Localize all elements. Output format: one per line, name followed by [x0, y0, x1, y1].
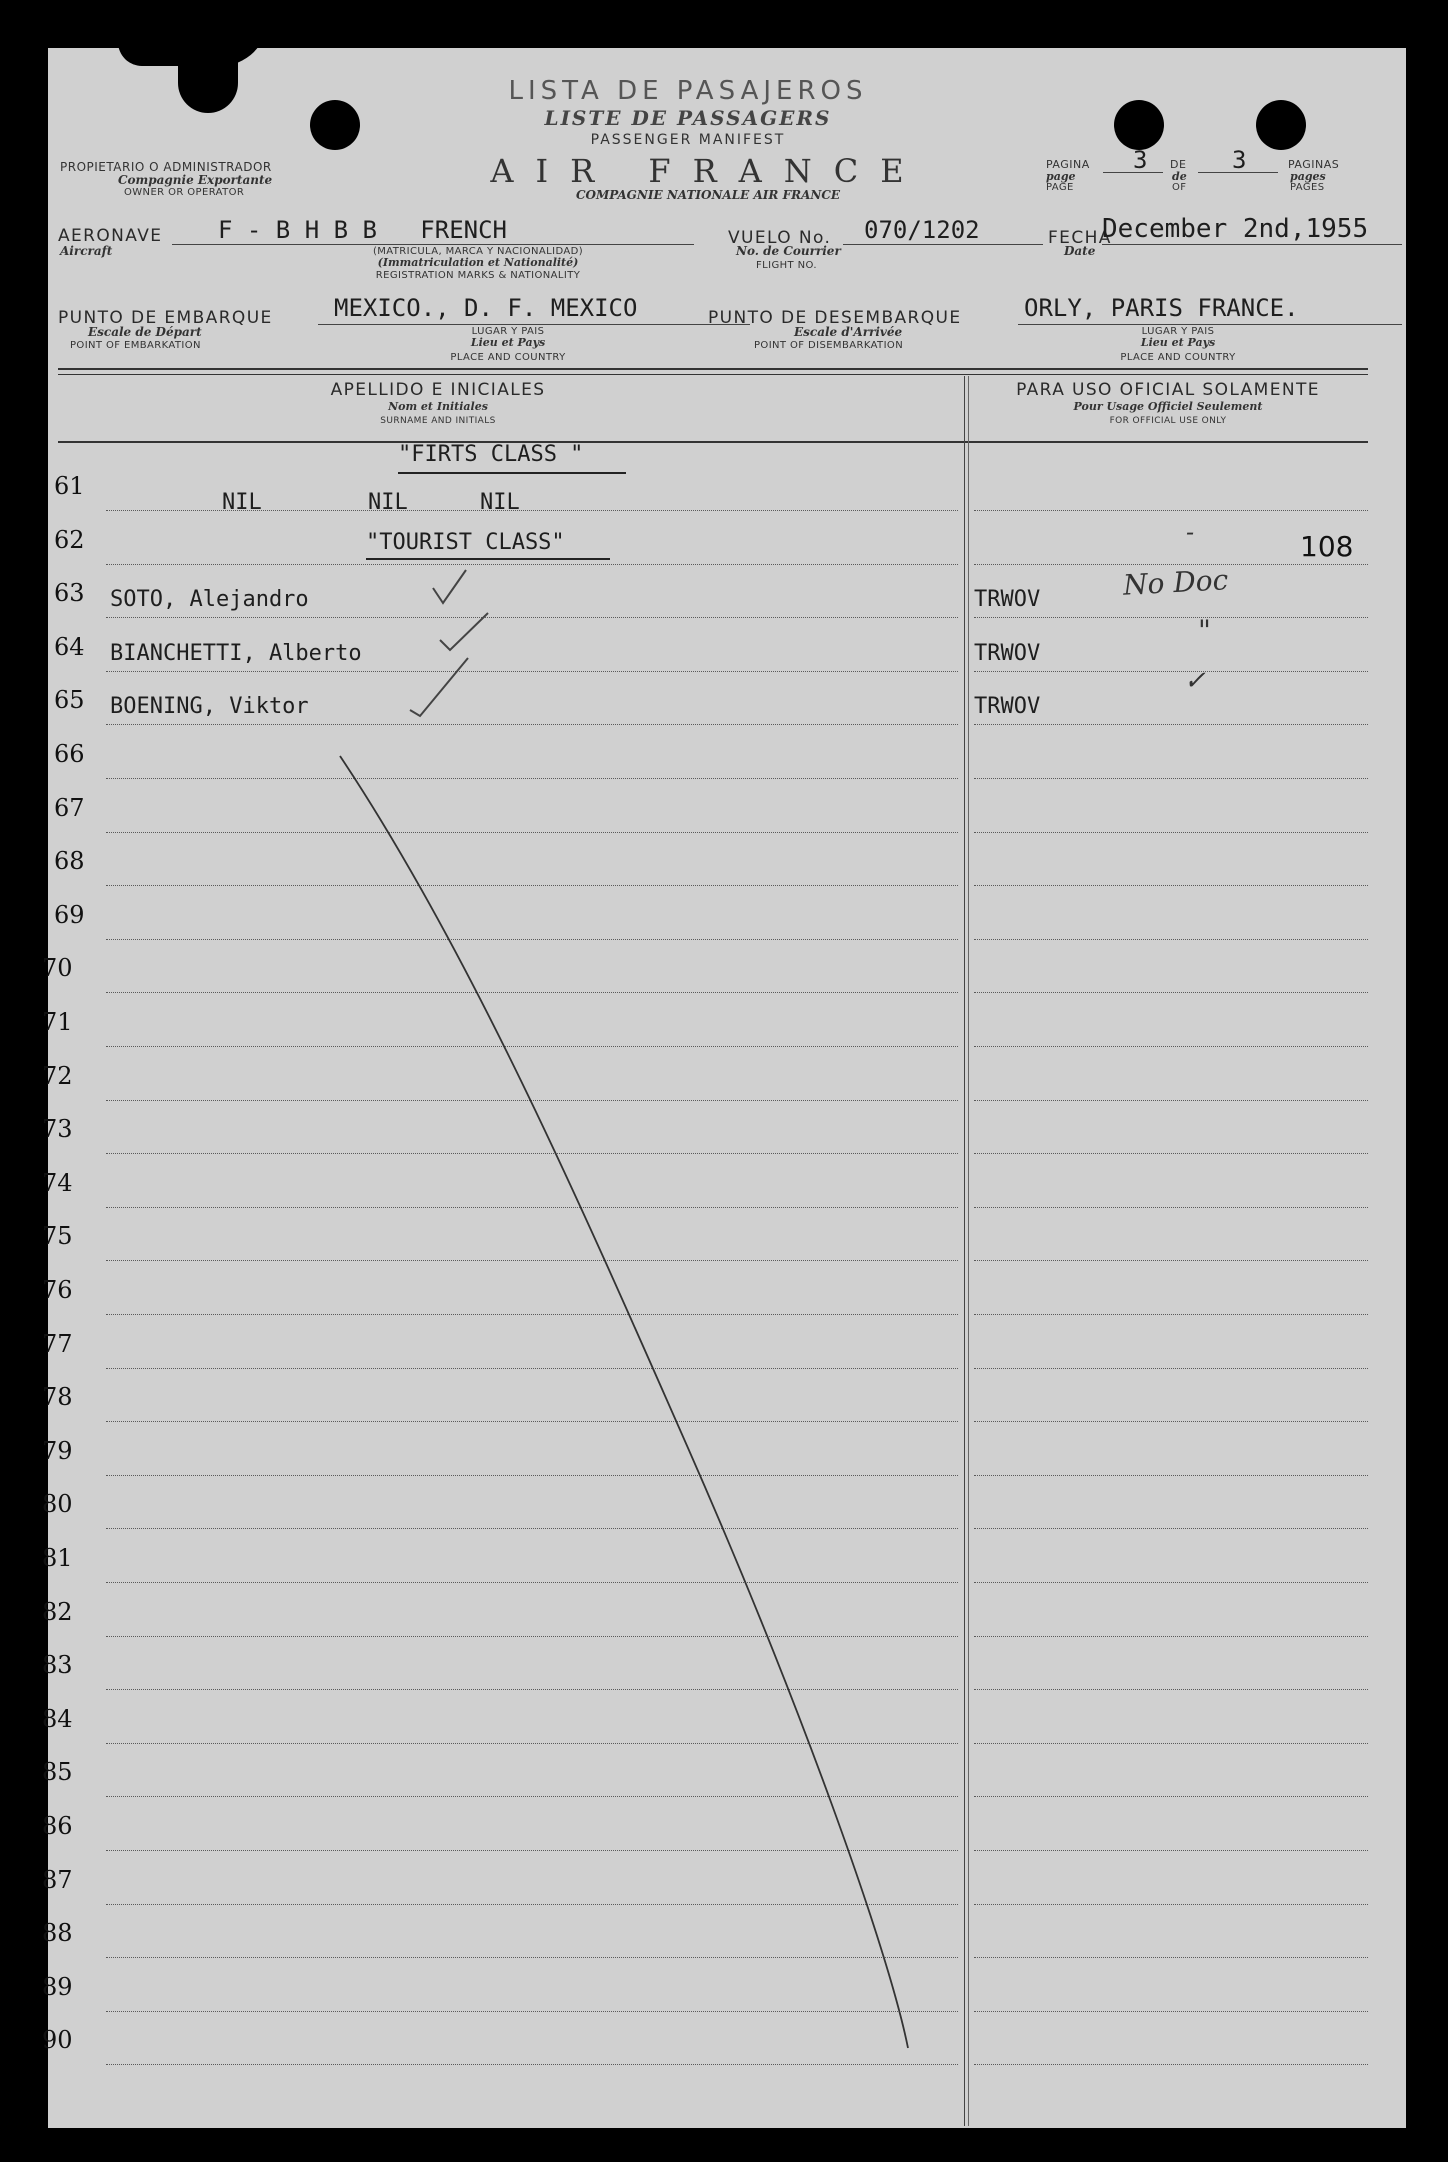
disembark-sub1: LUGAR Y PAIS	[1141, 326, 1215, 337]
name-rule	[106, 1368, 958, 1369]
name-rule	[106, 2011, 958, 2012]
name-rule	[106, 1421, 958, 1422]
row-number: 90	[42, 2026, 73, 2055]
punch-hole	[310, 100, 360, 150]
row-number: 71	[42, 1008, 73, 1036]
official-rule	[974, 1636, 1368, 1637]
page-label-fr: page	[1046, 170, 1076, 183]
row-number: 76	[42, 1276, 73, 1304]
flight-label: VUELO No.	[728, 228, 832, 248]
official-entry: TRWOV	[974, 640, 1041, 666]
name-rule	[106, 1153, 958, 1154]
flight-number: 070/1202	[864, 216, 980, 244]
handwritten-note-row-63: No Doc	[1122, 563, 1230, 602]
name-rule	[106, 1957, 958, 1958]
of-label-fr: de	[1172, 170, 1187, 183]
page-number: 3	[1133, 146, 1148, 174]
row-number: 78	[42, 1383, 73, 1412]
name-rule	[106, 724, 958, 725]
check-mark-icon	[433, 570, 466, 603]
date-underline	[1102, 244, 1402, 245]
title-french: LISTE DE PASSAGERS	[544, 106, 832, 130]
row-number: 86	[42, 1812, 73, 1840]
row-number: 65	[54, 686, 85, 715]
handwritten-ditto-row-64: "	[1198, 614, 1211, 647]
disembark-label: PUNTO DE DESEMBARQUE	[708, 308, 962, 328]
flight-date: December 2nd,1955	[1102, 214, 1369, 244]
airline-subtitle: COMPAGNIE NATIONALE AIR FRANCE	[575, 188, 841, 202]
name-rule	[106, 1528, 958, 1529]
column-divider-2	[968, 376, 969, 2126]
name-rule	[106, 939, 958, 940]
official-rule	[974, 1689, 1368, 1690]
name-rule	[106, 885, 958, 886]
cancel-line	[340, 756, 908, 2048]
name-rule	[106, 1796, 958, 1797]
disembark-label-fr: Escale d'Arrivée	[794, 325, 903, 339]
name-rule	[106, 671, 958, 672]
col-official-header-fr: Pour Usage Officiel Seulement	[1073, 400, 1263, 413]
name-rule	[106, 1046, 958, 1047]
row-number: 72	[42, 1061, 73, 1090]
tourist-class-label: "TOURIST CLASS"	[366, 530, 565, 555]
header-rule	[58, 368, 1368, 370]
official-rule	[974, 1743, 1368, 1744]
pages-label-en: PAGES	[1290, 182, 1325, 193]
disembark-label-en: POINT OF DISEMBARKATION	[754, 340, 904, 351]
official-rule	[974, 1046, 1368, 1047]
row-number: 69	[54, 900, 85, 929]
official-rule	[974, 1957, 1368, 1958]
embark-label-fr: Escale de Départ	[88, 325, 202, 339]
name-rule	[106, 510, 958, 511]
check-mark-icon	[440, 613, 488, 650]
name-rule	[106, 1475, 958, 1476]
page-label-en: PAGE	[1046, 182, 1074, 193]
row-number: 75	[42, 1222, 73, 1251]
col-name-header: APELLIDO E INICIALES	[330, 380, 546, 400]
official-rule	[974, 1904, 1368, 1905]
embark-value: MEXICO., D. F. MEXICO	[334, 294, 638, 322]
official-rule	[974, 939, 1368, 940]
col-name-header-fr: Nom et Initiales	[388, 400, 488, 413]
punch-hole	[1114, 100, 1164, 150]
nil-1: NIL	[222, 490, 262, 515]
row-number: 74	[42, 1168, 73, 1197]
name-rule	[106, 1582, 958, 1583]
embark-underline	[318, 324, 750, 325]
official-rule	[974, 2011, 1368, 2012]
official-rule	[974, 1582, 1368, 1583]
official-rule	[974, 1850, 1368, 1851]
passenger-name: SOTO, Alejandro	[110, 587, 309, 613]
aircraft-underline	[172, 244, 694, 245]
official-rule	[974, 992, 1368, 993]
official-rule	[974, 885, 1368, 886]
row-number: 89	[42, 1972, 73, 2001]
official-entry: 108	[1300, 529, 1354, 563]
page-total: 3	[1232, 146, 1247, 174]
aircraft-label: AERONAVE	[58, 226, 163, 246]
col-name-header-en: SURNAME AND INITIALS	[380, 416, 496, 426]
official-rule	[974, 2064, 1368, 2065]
row-number: 67	[54, 793, 85, 822]
name-rule	[106, 1100, 958, 1101]
official-entry: TRWOV	[974, 694, 1041, 720]
official-rule	[974, 1314, 1368, 1315]
punch-hole	[1256, 100, 1306, 150]
aircraft-label-fr: Aircraft	[60, 244, 113, 258]
official-rule	[974, 1528, 1368, 1529]
name-rule	[106, 1207, 958, 1208]
nil-2: NIL	[368, 490, 408, 515]
official-rule	[974, 617, 1368, 618]
name-rule	[106, 992, 958, 993]
check-mark-icon	[410, 658, 468, 716]
column-header-rule	[58, 441, 1368, 443]
embark-label: PUNTO DE EMBARQUE	[58, 308, 273, 328]
total-underline	[1198, 172, 1278, 173]
official-rule	[974, 778, 1368, 779]
flight-label-en: FLIGHT NO.	[756, 260, 817, 271]
official-rule	[974, 1475, 1368, 1476]
row-number: 87	[42, 1865, 73, 1894]
row-number: 66	[54, 740, 85, 768]
flight-label-fr: No. de Courrier	[736, 244, 841, 258]
name-rule	[106, 1260, 958, 1261]
row-number: 63	[54, 579, 85, 608]
first-class-label: "FIRTS CLASS "	[398, 442, 584, 467]
row-number: 80	[42, 1490, 73, 1519]
owner-label-en: OWNER OR OPERATOR	[124, 187, 245, 198]
row-number: 84	[42, 1704, 73, 1733]
aircraft-sub2: (Immatriculation et Nationalité)	[377, 256, 579, 269]
torn-edge	[178, 28, 238, 113]
row-number: 64	[54, 632, 85, 661]
of-label-es: DE	[1170, 158, 1187, 171]
col-official-header: PARA USO OFICIAL SOLAMENTE	[1016, 380, 1320, 400]
of-label-en: OF	[1172, 182, 1187, 193]
row-number: 61	[54, 472, 85, 500]
name-rule	[106, 564, 958, 565]
official-rule	[974, 671, 1368, 672]
name-rule	[106, 2064, 958, 2065]
official-rule	[974, 724, 1368, 725]
page-label-es: PAGINA	[1046, 158, 1090, 171]
passenger-name: BOENING, Viktor	[110, 694, 309, 720]
title-english: PASSENGER MANIFEST	[590, 132, 786, 148]
row-number: 81	[42, 1544, 73, 1572]
row-number: 62	[54, 525, 85, 554]
aircraft-value: F - B H B B FRENCH	[218, 216, 507, 244]
embark-label-en: POINT OF EMBARKATION	[70, 340, 201, 351]
handwritten-dash-row-62: -	[1186, 518, 1195, 546]
row-number: 85	[42, 1758, 73, 1787]
row-number: 82	[42, 1597, 73, 1626]
owner-label-fr: Compagnie Exportante	[118, 173, 273, 187]
column-divider	[964, 376, 965, 2126]
page-underline	[1103, 172, 1163, 173]
name-rule	[106, 1636, 958, 1637]
aircraft-sub3: REGISTRATION MARKS & NATIONALITY	[375, 270, 581, 281]
name-rule	[106, 1689, 958, 1690]
passenger-name: BIANCHETTI, Alberto	[110, 640, 362, 666]
name-rule	[106, 1743, 958, 1744]
aircraft-sub1: (MATRICULA, MARCA Y NACIONALIDAD)	[372, 246, 584, 257]
name-rule	[106, 1850, 958, 1851]
official-rule	[974, 1368, 1368, 1369]
official-rule	[974, 1100, 1368, 1101]
manifest-page	[42, 48, 1406, 2128]
official-rule	[974, 564, 1368, 565]
disembark-sub3: PLACE AND COUNTRY	[1120, 352, 1236, 363]
airline-name: AIR FRANCE	[490, 152, 926, 190]
date-label: FECHA	[1048, 228, 1112, 248]
embark-sub3: PLACE AND COUNTRY	[450, 352, 566, 363]
pages-label-es: PAGINAS	[1288, 158, 1340, 171]
name-rule	[106, 1314, 958, 1315]
tourist-class-underline	[366, 558, 610, 560]
pages-label-fr: pages	[1290, 170, 1326, 183]
title-spanish: LISTA DE PASAJEROS	[508, 76, 868, 106]
date-label-fr: Date	[1064, 244, 1096, 258]
row-number: 70	[42, 954, 73, 983]
header-rule-2	[58, 374, 1368, 375]
disembark-underline	[1018, 324, 1402, 325]
official-rule	[974, 832, 1368, 833]
disembark-sub2: Lieu et Pays	[1140, 336, 1216, 349]
first-class-underline	[398, 472, 626, 474]
handwritten-check-row-65: ✓	[1184, 666, 1206, 696]
row-number: 68	[54, 847, 85, 876]
official-rule	[974, 1153, 1368, 1154]
official-rule	[974, 510, 1368, 511]
row-number: 83	[42, 1651, 73, 1680]
disembark-value: ORLY, PARIS FRANCE.	[1024, 294, 1299, 322]
embark-sub1: LUGAR Y PAIS	[471, 326, 545, 337]
official-entry: TRWOV	[974, 587, 1041, 613]
flight-underline	[843, 244, 1043, 245]
owner-label-es: PROPIETARIO O ADMINISTRADOR	[60, 160, 272, 174]
name-rule	[106, 617, 958, 618]
official-rule	[974, 1796, 1368, 1797]
official-rule	[974, 1421, 1368, 1422]
name-rule	[106, 778, 958, 779]
official-rule	[974, 1260, 1368, 1261]
col-official-header-en: FOR OFFICIAL USE ONLY	[1109, 416, 1227, 426]
name-rule	[106, 1904, 958, 1905]
row-number: 79	[42, 1436, 73, 1465]
official-rule	[974, 1207, 1368, 1208]
row-number: 73	[42, 1115, 73, 1144]
nil-3: NIL	[480, 490, 520, 515]
row-number: 77	[42, 1329, 73, 1358]
name-rule	[106, 832, 958, 833]
row-number: 88	[42, 1919, 73, 1948]
embark-sub2: Lieu et Pays	[470, 336, 546, 349]
